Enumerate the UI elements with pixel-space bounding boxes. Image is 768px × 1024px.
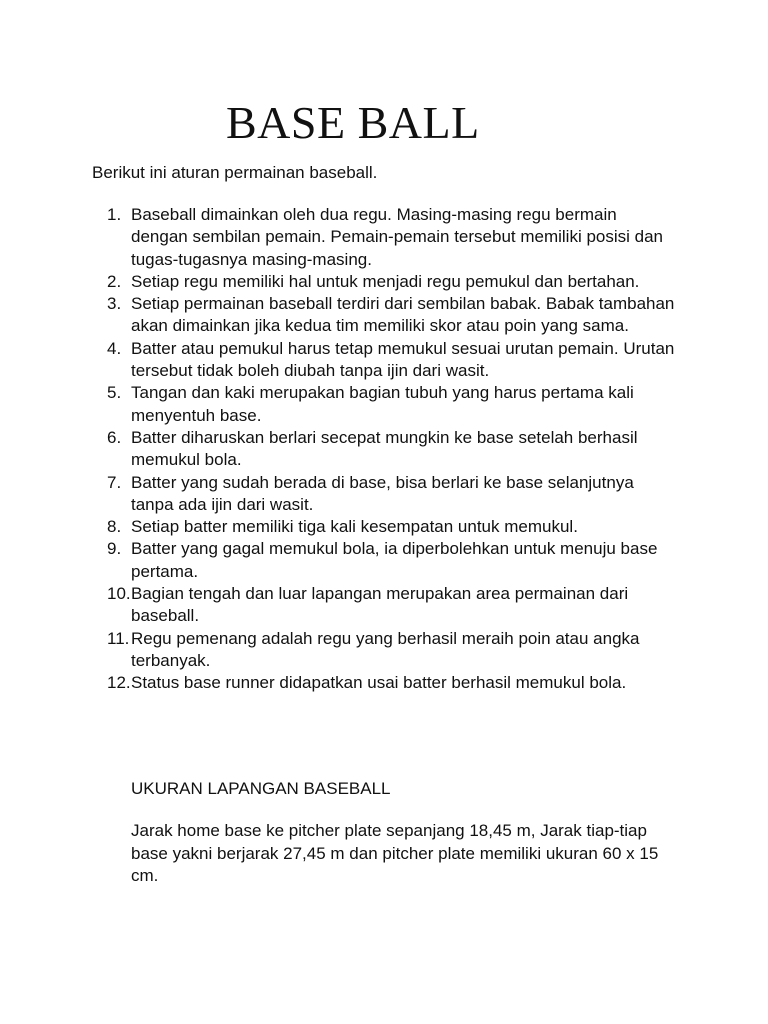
rule-text: Baseball dimainkan oleh dua regu. Masing-masing regu bermain dengan sembilan pemain. Pemain-pemain tersebut memiliki posisi dan tugas-tugasnya masing-masing.: [131, 205, 663, 269]
list-item: [0, 472, 676, 517]
rule-number: 3.: [107, 294, 122, 314]
rule-text: Batter yang gagal memukul bola, ia diperbolehkan untuk menuju base pertama.: [131, 539, 658, 581]
list-item: [0, 628, 676, 673]
list-item: [0, 672, 676, 694]
rule-text: Tangan dan kaki merupakan bagian tubuh yang harus pertama kali menyentuh base.: [131, 383, 634, 425]
rule-text: Setiap batter memiliki tiga kali kesempatan untuk memukul.: [131, 517, 578, 537]
list-item: [0, 338, 676, 383]
list-item: [0, 382, 676, 427]
intro-text: Berikut ini aturan permainan baseball.: [92, 163, 378, 182]
list-item: [0, 204, 676, 271]
rule-text: Batter atau pemukul harus tetap memukul sesuai urutan pemain. Urutan tersebut tidak boleh diubah tanpa ijin dari wasit.: [131, 338, 675, 381]
rule-number: 9.: [107, 539, 122, 559]
rule-text: Batter diharuskan berlari secepat mungkin ke base setelah berhasil memukul bola.: [131, 427, 638, 470]
rule-number: 2.: [107, 271, 122, 291]
list-item: [0, 516, 676, 538]
section-heading: UKURAN LAPANGAN BASEBALL: [131, 779, 391, 798]
rule-number: 11.: [107, 628, 130, 648]
rule-number: 5.: [107, 383, 122, 403]
rule-text: Status base runner didapatkan usai batter berhasil memukul bola.: [131, 673, 627, 693]
rule-number: 4.: [107, 338, 122, 358]
rule-text: Setiap regu memiliki hal untuk menjadi regu pemukul dan bertahan.: [131, 271, 640, 291]
list-item: [0, 583, 676, 628]
list-item: [0, 427, 676, 472]
section-body-text: Jarak home base ke pitcher plate sepanjang 18,45 m, Jarak tiap-tiap base yakni berjarak 27,45 m dan pitcher plate memiliki ukuran 60 x 15 cm.: [131, 821, 659, 885]
rules-list: [0, 204, 768, 695]
rule-number: 7.: [107, 472, 122, 492]
rule-text: Bagian tengah dan luar lapangan merupakan area permainan dari baseball.: [131, 584, 629, 626]
rule-text: Regu pemenang adalah regu yang berhasil meraih poin atau angka terbanyak.: [131, 628, 640, 670]
list-item: [0, 271, 676, 293]
document-title: BASE BALL: [226, 97, 480, 148]
list-item: [0, 293, 676, 338]
rule-text: Setiap permainan baseball terdiri dari sembilan babak. Babak tambahan akan dimainkan jika kedua tim memiliki skor atau poin yang sama.: [131, 294, 675, 336]
rule-number: 1.: [107, 205, 122, 224]
rule-text: Batter yang sudah berada di base, bisa berlari ke base selanjutnya tanpa ada ijin dari wasit.: [131, 472, 634, 514]
rule-number: 12.: [107, 673, 131, 693]
list-item: [0, 538, 676, 583]
rule-number: 10.: [107, 584, 131, 604]
rule-number: 8.: [107, 517, 122, 537]
rule-number: 6.: [107, 427, 122, 447]
